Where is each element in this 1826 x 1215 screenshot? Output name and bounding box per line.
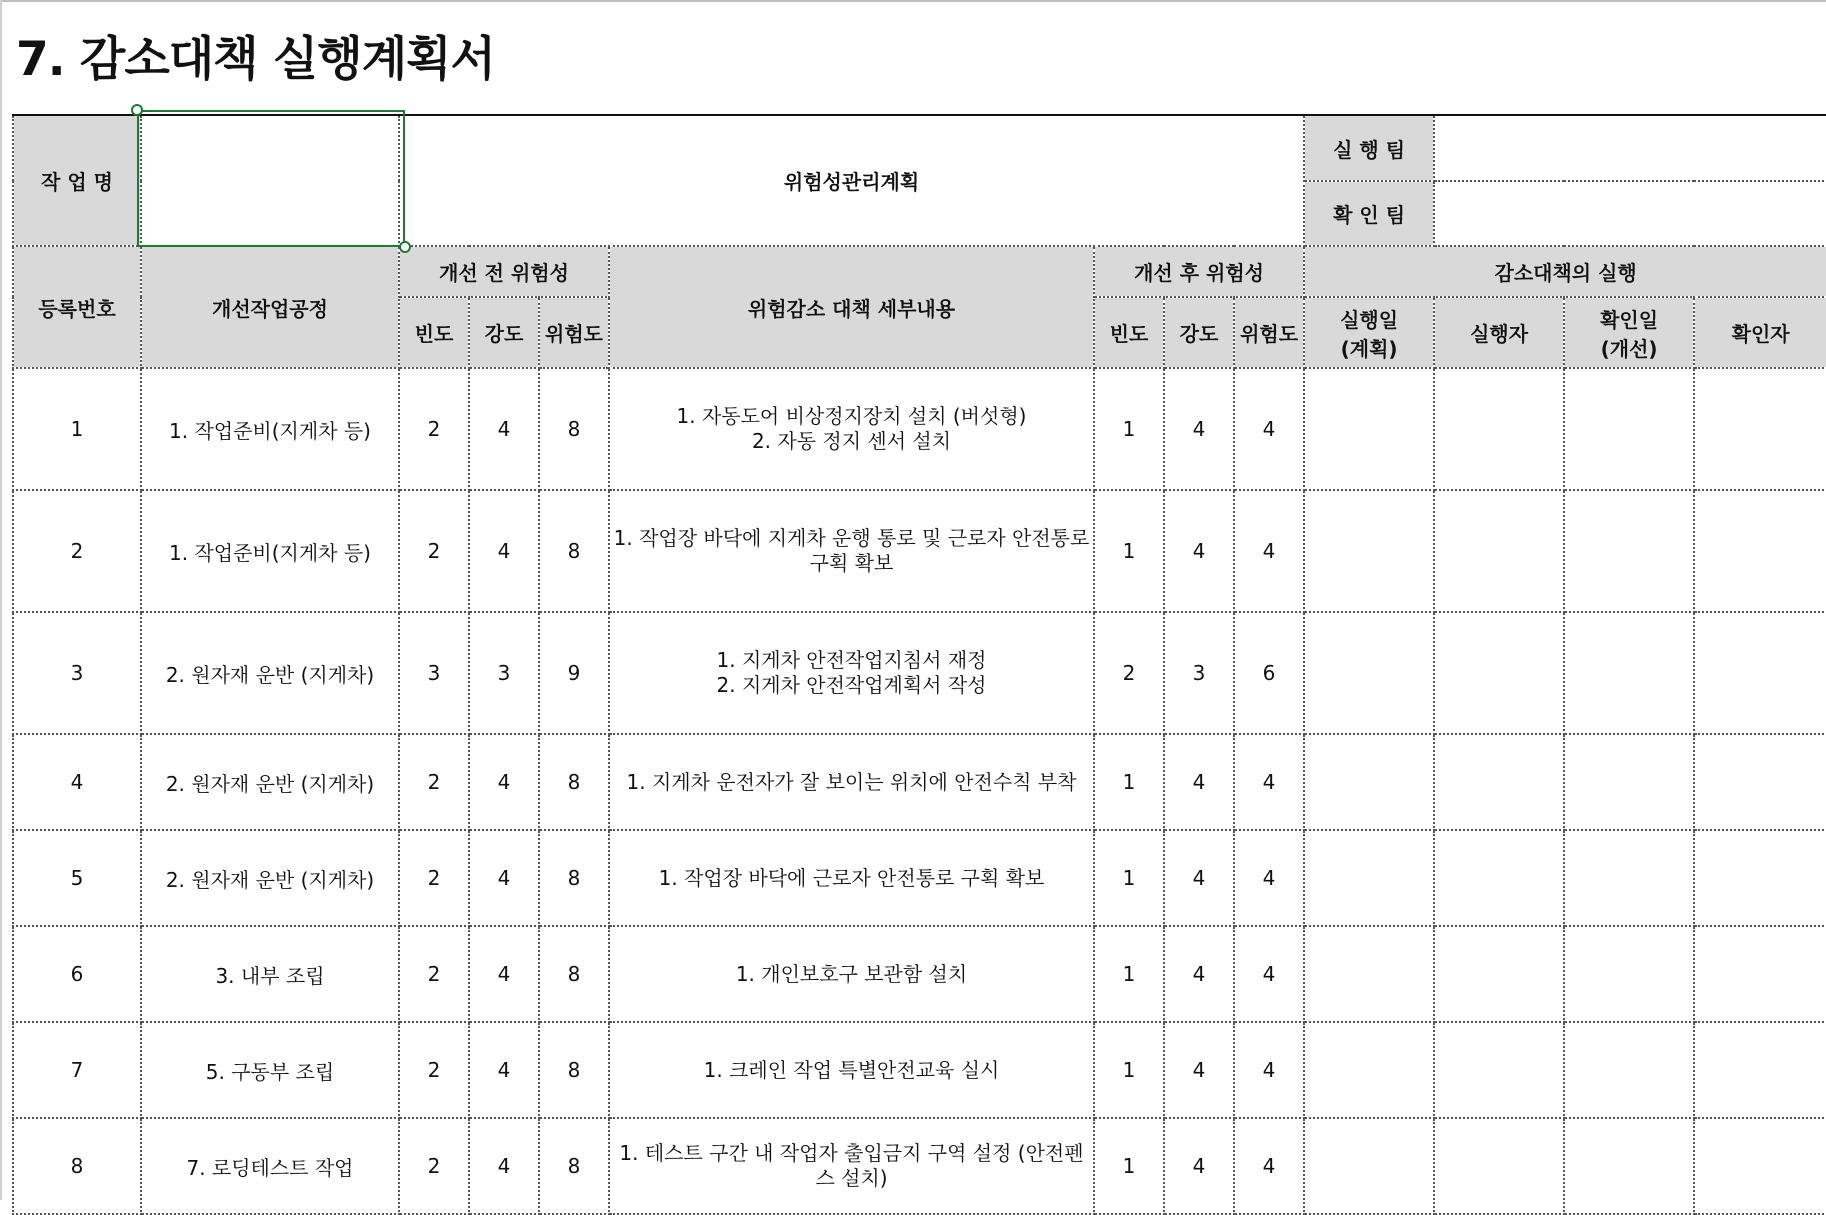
- process-cell[interactable]: 2. 원자재 운반 (지게차): [141, 612, 399, 734]
- detail-cell[interactable]: [609, 734, 1094, 830]
- confirmer-cell[interactable]: [1694, 1022, 1826, 1118]
- exec-date-cell[interactable]: [1304, 612, 1434, 734]
- before-risk-cell[interactable]: 8: [539, 926, 609, 1022]
- col-executor: 실행자: [1434, 297, 1564, 368]
- exec-date-cell[interactable]: [1304, 830, 1434, 926]
- task-name-label: 작 업 명: [13, 115, 141, 246]
- after-risk-cell[interactable]: 4: [1234, 368, 1304, 490]
- reg-no-cell[interactable]: 6: [13, 926, 141, 1022]
- after-freq-cell[interactable]: 1: [1094, 1118, 1164, 1214]
- col-confirm-date: [1564, 297, 1694, 368]
- col-group-exec: 감소대책의 실행: [1304, 246, 1826, 297]
- before-severity-cell[interactable]: 3: [469, 612, 539, 734]
- col-process: 개선작업공정: [141, 246, 399, 368]
- reg-no-cell[interactable]: 3: [13, 612, 141, 734]
- confirm-date-cell[interactable]: [1564, 830, 1694, 926]
- detail-line: 1. 개인보호구 보관함 설치: [735, 961, 968, 986]
- reg-no-cell[interactable]: 4: [13, 734, 141, 830]
- col-before-freq: 빈도: [399, 297, 469, 368]
- executor-cell[interactable]: [1434, 1022, 1564, 1118]
- plan-title: 위험성관리계획: [399, 115, 1304, 246]
- col-confirm-date-line1: 확인일: [1600, 307, 1659, 332]
- risk-plan-table: [12, 114, 1826, 1215]
- sheet-left-border: [0, 0, 2, 1200]
- col-confirm-date-line2: (개선): [1600, 336, 1658, 361]
- exec-date-cell[interactable]: [1304, 734, 1434, 830]
- process-cell[interactable]: 3. 내부 조립: [141, 926, 399, 1022]
- col-before-risk: 위험도: [539, 297, 609, 368]
- confirm-date-cell[interactable]: [1564, 1022, 1694, 1118]
- col-exec-date: [1304, 297, 1434, 368]
- before-severity-cell[interactable]: 4: [469, 1022, 539, 1118]
- col-exec-date-line2: (계획): [1340, 336, 1398, 361]
- table-row: [13, 830, 1826, 926]
- process-cell[interactable]: 2. 원자재 운반 (지게차): [141, 830, 399, 926]
- detail-line: 1. 자동도어 비상정지장치 설치 (버섯형): [676, 404, 1027, 428]
- after-risk-cell[interactable]: 4: [1234, 1022, 1304, 1118]
- after-freq-cell[interactable]: 1: [1094, 368, 1164, 490]
- detail-cell[interactable]: [609, 612, 1094, 734]
- after-risk-cell[interactable]: 4: [1234, 734, 1304, 830]
- confirm-date-cell[interactable]: [1564, 734, 1694, 830]
- detail-line: 1. 지게차 운전자가 잘 보이는 위치에 안전수칙 부착: [626, 769, 1077, 794]
- after-severity-cell[interactable]: 3: [1164, 612, 1234, 734]
- executor-cell[interactable]: [1434, 734, 1564, 830]
- detail-line: 2. 자동 정지 센서 설치: [751, 429, 952, 453]
- detail-cell[interactable]: [609, 926, 1094, 1022]
- selection-handle-top-left[interactable]: [131, 104, 143, 116]
- confirm-team-label: 확 인 팀: [1304, 181, 1434, 246]
- process-cell[interactable]: 7. 로딩테스트 작업: [141, 1118, 399, 1214]
- before-freq-cell[interactable]: 2: [399, 490, 469, 612]
- before-risk-cell[interactable]: 8: [539, 830, 609, 926]
- detail-line: 1. 작업장 바닥에 근로자 안전통로 구획 확보: [658, 865, 1045, 890]
- after-severity-cell[interactable]: 4: [1164, 490, 1234, 612]
- confirm-date-cell[interactable]: [1564, 490, 1694, 612]
- after-freq-cell[interactable]: 2: [1094, 612, 1164, 734]
- table-row: [13, 926, 1826, 1022]
- before-risk-cell[interactable]: 8: [539, 734, 609, 830]
- col-detail: 위험감소 대책 세부내용: [609, 246, 1094, 368]
- col-reg-no: 등록번호: [13, 246, 141, 368]
- before-freq-cell[interactable]: 2: [399, 830, 469, 926]
- table-row: [13, 1022, 1826, 1118]
- after-severity-cell[interactable]: 4: [1164, 368, 1234, 490]
- executor-cell[interactable]: [1434, 830, 1564, 926]
- after-freq-cell[interactable]: 1: [1094, 734, 1164, 830]
- executor-cell[interactable]: [1434, 926, 1564, 1022]
- col-before-severity: 강도: [469, 297, 539, 368]
- confirmer-cell[interactable]: [1694, 490, 1826, 612]
- before-severity-cell[interactable]: 4: [469, 830, 539, 926]
- exec-date-cell[interactable]: [1304, 490, 1434, 612]
- confirm-date-cell[interactable]: [1564, 612, 1694, 734]
- reg-no-cell[interactable]: 7: [13, 1022, 141, 1118]
- table-row: [13, 734, 1826, 830]
- after-severity-cell[interactable]: 4: [1164, 830, 1234, 926]
- detail-line: 1. 크레인 작업 특별안전교육 실시: [703, 1057, 1000, 1082]
- exec-date-cell[interactable]: [1304, 1022, 1434, 1118]
- before-freq-cell[interactable]: 2: [399, 1022, 469, 1118]
- after-freq-cell[interactable]: 1: [1094, 1022, 1164, 1118]
- detail-line: 1. 작업장 바닥에 지게차 운행 통로 및 근로자 안전통로 구획 확보: [613, 526, 1090, 575]
- confirmer-cell[interactable]: [1694, 612, 1826, 734]
- process-cell[interactable]: 1. 작업준비(지게차 등): [141, 490, 399, 612]
- before-freq-cell[interactable]: 2: [399, 734, 469, 830]
- detail-cell[interactable]: [609, 830, 1094, 926]
- confirmer-cell[interactable]: [1694, 734, 1826, 830]
- before-risk-cell[interactable]: 8: [539, 368, 609, 490]
- after-severity-cell[interactable]: 4: [1164, 1118, 1234, 1214]
- table-row: [13, 612, 1826, 734]
- exec-team-label: 실 행 팀: [1304, 115, 1434, 181]
- col-after-freq: 빈도: [1094, 297, 1164, 368]
- exec-date-cell[interactable]: [1304, 926, 1434, 1022]
- before-risk-cell[interactable]: 9: [539, 612, 609, 734]
- reg-no-cell[interactable]: 5: [13, 830, 141, 926]
- before-risk-cell[interactable]: 8: [539, 490, 609, 612]
- col-group-before: 개선 전 위험성: [399, 246, 609, 297]
- after-freq-cell[interactable]: 1: [1094, 830, 1164, 926]
- confirmer-cell[interactable]: [1694, 830, 1826, 926]
- selection-handle-bottom-right[interactable]: [399, 241, 411, 253]
- table-row: [13, 490, 1826, 612]
- exec-date-cell[interactable]: [1304, 368, 1434, 490]
- before-risk-cell[interactable]: 8: [539, 1022, 609, 1118]
- after-risk-cell[interactable]: 4: [1234, 926, 1304, 1022]
- before-severity-cell[interactable]: 4: [469, 926, 539, 1022]
- executor-cell[interactable]: [1434, 368, 1564, 490]
- before-severity-cell[interactable]: 4: [469, 734, 539, 830]
- col-after-risk: 위험도: [1234, 297, 1304, 368]
- detail-cell[interactable]: [609, 368, 1094, 490]
- process-cell[interactable]: 1. 작업준비(지게차 등): [141, 368, 399, 490]
- before-severity-cell[interactable]: 4: [469, 368, 539, 490]
- reg-no-cell[interactable]: 8: [13, 1118, 141, 1214]
- confirm-team-cell[interactable]: [1434, 181, 1826, 246]
- after-severity-cell[interactable]: 4: [1164, 1022, 1234, 1118]
- after-risk-cell[interactable]: 6: [1234, 612, 1304, 734]
- process-cell[interactable]: 5. 구동부 조립: [141, 1022, 399, 1118]
- confirm-date-cell[interactable]: [1564, 926, 1694, 1022]
- before-freq-cell[interactable]: 2: [399, 926, 469, 1022]
- confirmer-cell[interactable]: [1694, 926, 1826, 1022]
- after-risk-cell[interactable]: 4: [1234, 490, 1304, 612]
- detail-line: 2. 지게차 안전작업계획서 작성: [716, 673, 987, 697]
- after-freq-cell[interactable]: 1: [1094, 490, 1164, 612]
- col-exec-date-line1: 실행일: [1340, 307, 1399, 332]
- confirm-date-cell[interactable]: [1564, 368, 1694, 490]
- col-confirmer: 확인자: [1694, 297, 1826, 368]
- before-freq-cell[interactable]: 3: [399, 612, 469, 734]
- exec-team-cell[interactable]: [1434, 115, 1826, 181]
- before-freq-cell[interactable]: 2: [399, 1118, 469, 1214]
- executor-cell[interactable]: [1434, 612, 1564, 734]
- process-cell[interactable]: 2. 원자재 운반 (지게차): [141, 734, 399, 830]
- before-severity-cell[interactable]: 4: [469, 1118, 539, 1214]
- reg-no-cell[interactable]: 2: [13, 490, 141, 612]
- after-severity-cell[interactable]: 4: [1164, 926, 1234, 1022]
- cell-selection-box[interactable]: [137, 110, 405, 247]
- after-freq-cell[interactable]: 1: [1094, 926, 1164, 1022]
- detail-cell[interactable]: [609, 490, 1094, 612]
- table-row: [13, 368, 1826, 490]
- before-risk-cell[interactable]: 8: [539, 1118, 609, 1214]
- after-risk-cell[interactable]: 4: [1234, 830, 1304, 926]
- before-freq-cell[interactable]: 2: [399, 368, 469, 490]
- after-severity-cell[interactable]: 4: [1164, 734, 1234, 830]
- before-severity-cell[interactable]: 4: [469, 490, 539, 612]
- detail-cell[interactable]: [609, 1022, 1094, 1118]
- col-after-severity: 강도: [1164, 297, 1234, 368]
- reg-no-cell[interactable]: 1: [13, 368, 141, 490]
- document-title: 7. 감소대책 실행계획서: [16, 32, 495, 87]
- detail-line: 1. 테스트 구간 내 작업자 출입금지 구역 설정 (안전펜스 설치): [619, 1141, 1084, 1190]
- executor-cell[interactable]: [1434, 490, 1564, 612]
- col-group-after: 개선 후 위험성: [1094, 246, 1304, 297]
- after-risk-cell[interactable]: 4: [1234, 1118, 1304, 1214]
- sheet-top-border: [0, 0, 1826, 2]
- detail-line: 1. 지게차 안전작업지침서 재정: [716, 648, 987, 672]
- confirmer-cell[interactable]: [1694, 368, 1826, 490]
